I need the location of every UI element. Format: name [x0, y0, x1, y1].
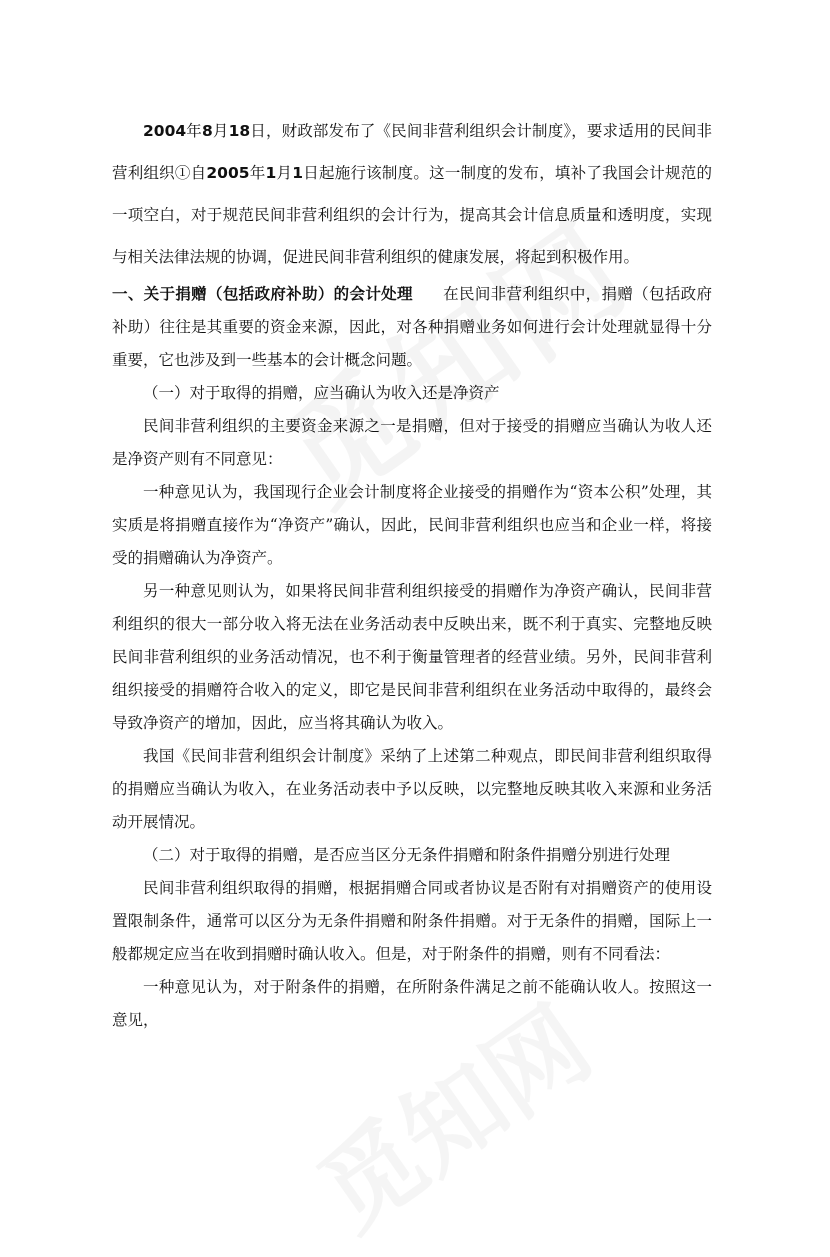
intro-paragraph: 2004年8月18日，财政部发布了《民间非营利组织会计制度》，要求适用的民间非营利组织①自2005年1月1日起施行该制度。这一制度的发布，填补了我国会计规范的一项空白，对于规范民间非营利组织的会计行为，提高其会计信息质量和透明度，实现与相关法律法规的协调，促进民间非营利组织的健康发展，将起到积极作用。: [112, 122, 712, 266]
month-8: 8: [201, 122, 213, 140]
document-body: [112, 110, 712, 1037]
month-1: 1: [265, 164, 277, 182]
day-18: 18: [228, 122, 251, 140]
subsection-2-paragraph-2: 一种意见认为，对于附条件的捐赠，在所附条件满足之前不能确认收人。按照这一意见，: [112, 978, 712, 1029]
section-1-text: 在民间非营利组织中，捐赠（包括政府补助）往往是其重要的资金来源，因此，对各种捐赠业务如何进行会计处理就显得十分重要，它也涉及到一些基本的会计概念问题。: [112, 285, 712, 369]
subsection-2-paragraph-1: 民间非营利组织取得的捐赠，根据捐赠合同或者协议是否附有对捐赠资产的使用设置限制条件，通常可以区分为无条件捐赠和附条件捐赠。对于无条件的捐赠，国际上一般都规定应当在收到捐赠时确认收入。但是，对于附条件的捐赠，则有不同看法：: [112, 879, 712, 963]
year-2005: 2005: [206, 164, 250, 182]
subsection-1-paragraph-4: 我国《民间非营利组织会计制度》采纳了上述第二种观点，即民间非营利组织取得的捐赠应当确认为收入，在业务活动表中予以反映，以完整地反映其收入来源和业务活动开展情况。: [112, 747, 712, 831]
subsection-2-heading: （二）对于取得的捐赠，是否应当区分无条件捐赠和附条件捐赠分别进行处理: [143, 846, 671, 864]
year-2004: 2004: [143, 122, 187, 140]
subsection-1-heading: （一）对于取得的捐赠，应当确认为收入还是净资产: [143, 384, 500, 402]
subsection-1-paragraph-1: 民间非营利组织的主要资金来源之一是捐赠，但对于接受的捐赠应当确认为收人还是净资产则有不同意见：: [112, 417, 712, 468]
section-1-heading: 一、关于捐赠（包括政府补助）的会计处理: [112, 285, 413, 303]
subsection-1-paragraph-3: 另一种意见则认为，如果将民间非营利组织接受的捐赠作为净资产确认，民间非营利组织的很大一部分收入将无法在业务活动表中反映出来，既不利于真实、完整地反映民间非营利组织的业务活动情况，也不利于衡量管理者的经营业绩。另外，民间非营利组织接受的捐赠符合收入的定义，即它是民间非营利组织在业务活动中取得的，最终会导致净资产的增加，因此，应当将其确认为收入。: [112, 582, 712, 732]
day-1: 1: [292, 164, 304, 182]
section-1-paragraph: [112, 278, 712, 377]
subsection-1-paragraph-2: 一种意见认为，我国现行企业会计制度将企业接受的捐赠作为“资本公积”处理，其实质是将捐赠直接作为“净资产”确认，因此，民间非营利组织也应当和企业一样，将接受的捐赠确认为净资产。: [112, 483, 712, 567]
